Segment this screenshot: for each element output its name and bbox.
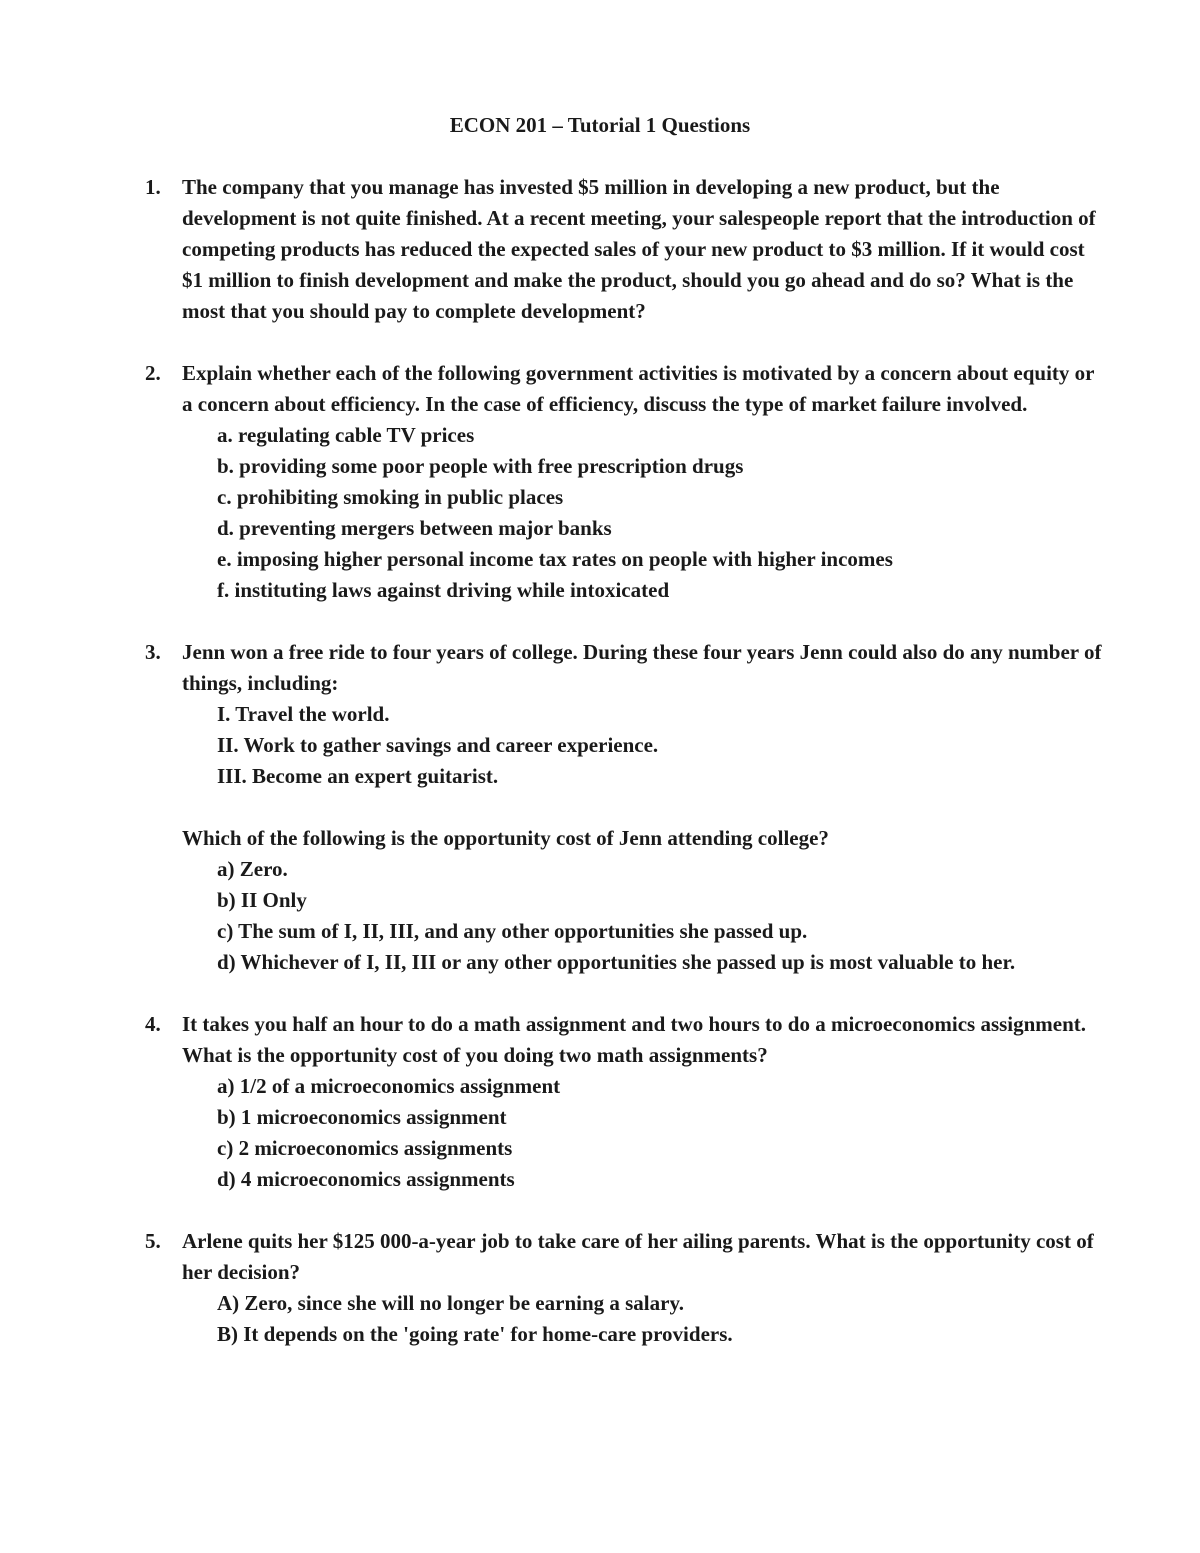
answer-option: c) 2 microeconomics assignments [217,1136,513,1160]
question-5 [145,1226,1102,1350]
list-item: d. preventing mergers between major banks [217,516,612,540]
question-4 [145,1009,1102,1195]
spacer [182,792,1102,823]
question-number: 2. [145,361,161,385]
answer-option: a) 1/2 of a microeconomics assignment [217,1074,561,1098]
answer-option: c) The sum of I, II, III, and any other opportunities she passed up. [217,919,808,943]
list-item: c. prohibiting smoking in public places [217,485,564,509]
answer-option: d) Whichever of I, II, III or any other opportunities she passed up is most valuable to her. [217,950,1016,974]
answer-option: a) Zero. [217,857,288,881]
question-number: 3. [145,640,161,664]
question-list [145,172,1102,1381]
list-item: f. instituting laws against driving while intoxicated [217,578,670,602]
list-item: a. regulating cable TV prices [217,423,475,447]
question-2 [145,358,1102,606]
answer-option: b) 1 microeconomics assignment [217,1105,507,1129]
list-item: I. Travel the world. [217,702,390,726]
question-1 [145,172,1102,327]
question-text: The company that you manage has invested $5 million in developing a new product, but the development is not quite finished. At a recent meeting, your salespeople report that the introduction of competing products has reduced the expected sales of your new product to $3 million. If it would cost $1 million to finish development and make the product, should you go ahead and do so? What is the most that you should pay to complete development? [182,175,1096,323]
list-item: b. providing some poor people with free prescription drugs [217,454,744,478]
list-item: II. Work to gather savings and career experience. [217,733,659,757]
question-text: Jenn won a free ride to four years of college. During these four years Jenn could also do any number of things, including: [182,640,1102,695]
question-text: Arlene quits her $125 000-a-year job to take care of her ailing parents. What is the opportunity cost of her decision? [182,1229,1094,1284]
question-3 [145,637,1102,978]
question-number: 5. [145,1229,161,1253]
question-text: It takes you half an hour to do a math assignment and two hours to do a microeconomics assignment. What is the opportunity cost of you doing two math assignments? [182,1012,1087,1067]
question-number: 1. [145,175,161,199]
list-item: e. imposing higher personal income tax rates on people with higher incomes [217,547,893,571]
answer-option: b) II Only [217,888,307,912]
question-followup: Which of the following is the opportunity cost of Jenn attending college? [182,826,829,850]
answer-option: B) It depends on the 'going rate' for home-care providers. [217,1322,733,1346]
answer-option: A) Zero, since she will no longer be earning a salary. [217,1291,685,1315]
answer-option: d) 4 microeconomics assignments [217,1167,515,1191]
question-text: Explain whether each of the following government activities is motivated by a concern about equity or a concern about efficiency. In the case of efficiency, discuss the type of market failure involved. [182,361,1095,416]
question-number: 4. [145,1012,161,1036]
list-item: III. Become an expert guitarist. [217,764,499,788]
document-title: ECON 201 – Tutorial 1 Questions [449,113,751,137]
